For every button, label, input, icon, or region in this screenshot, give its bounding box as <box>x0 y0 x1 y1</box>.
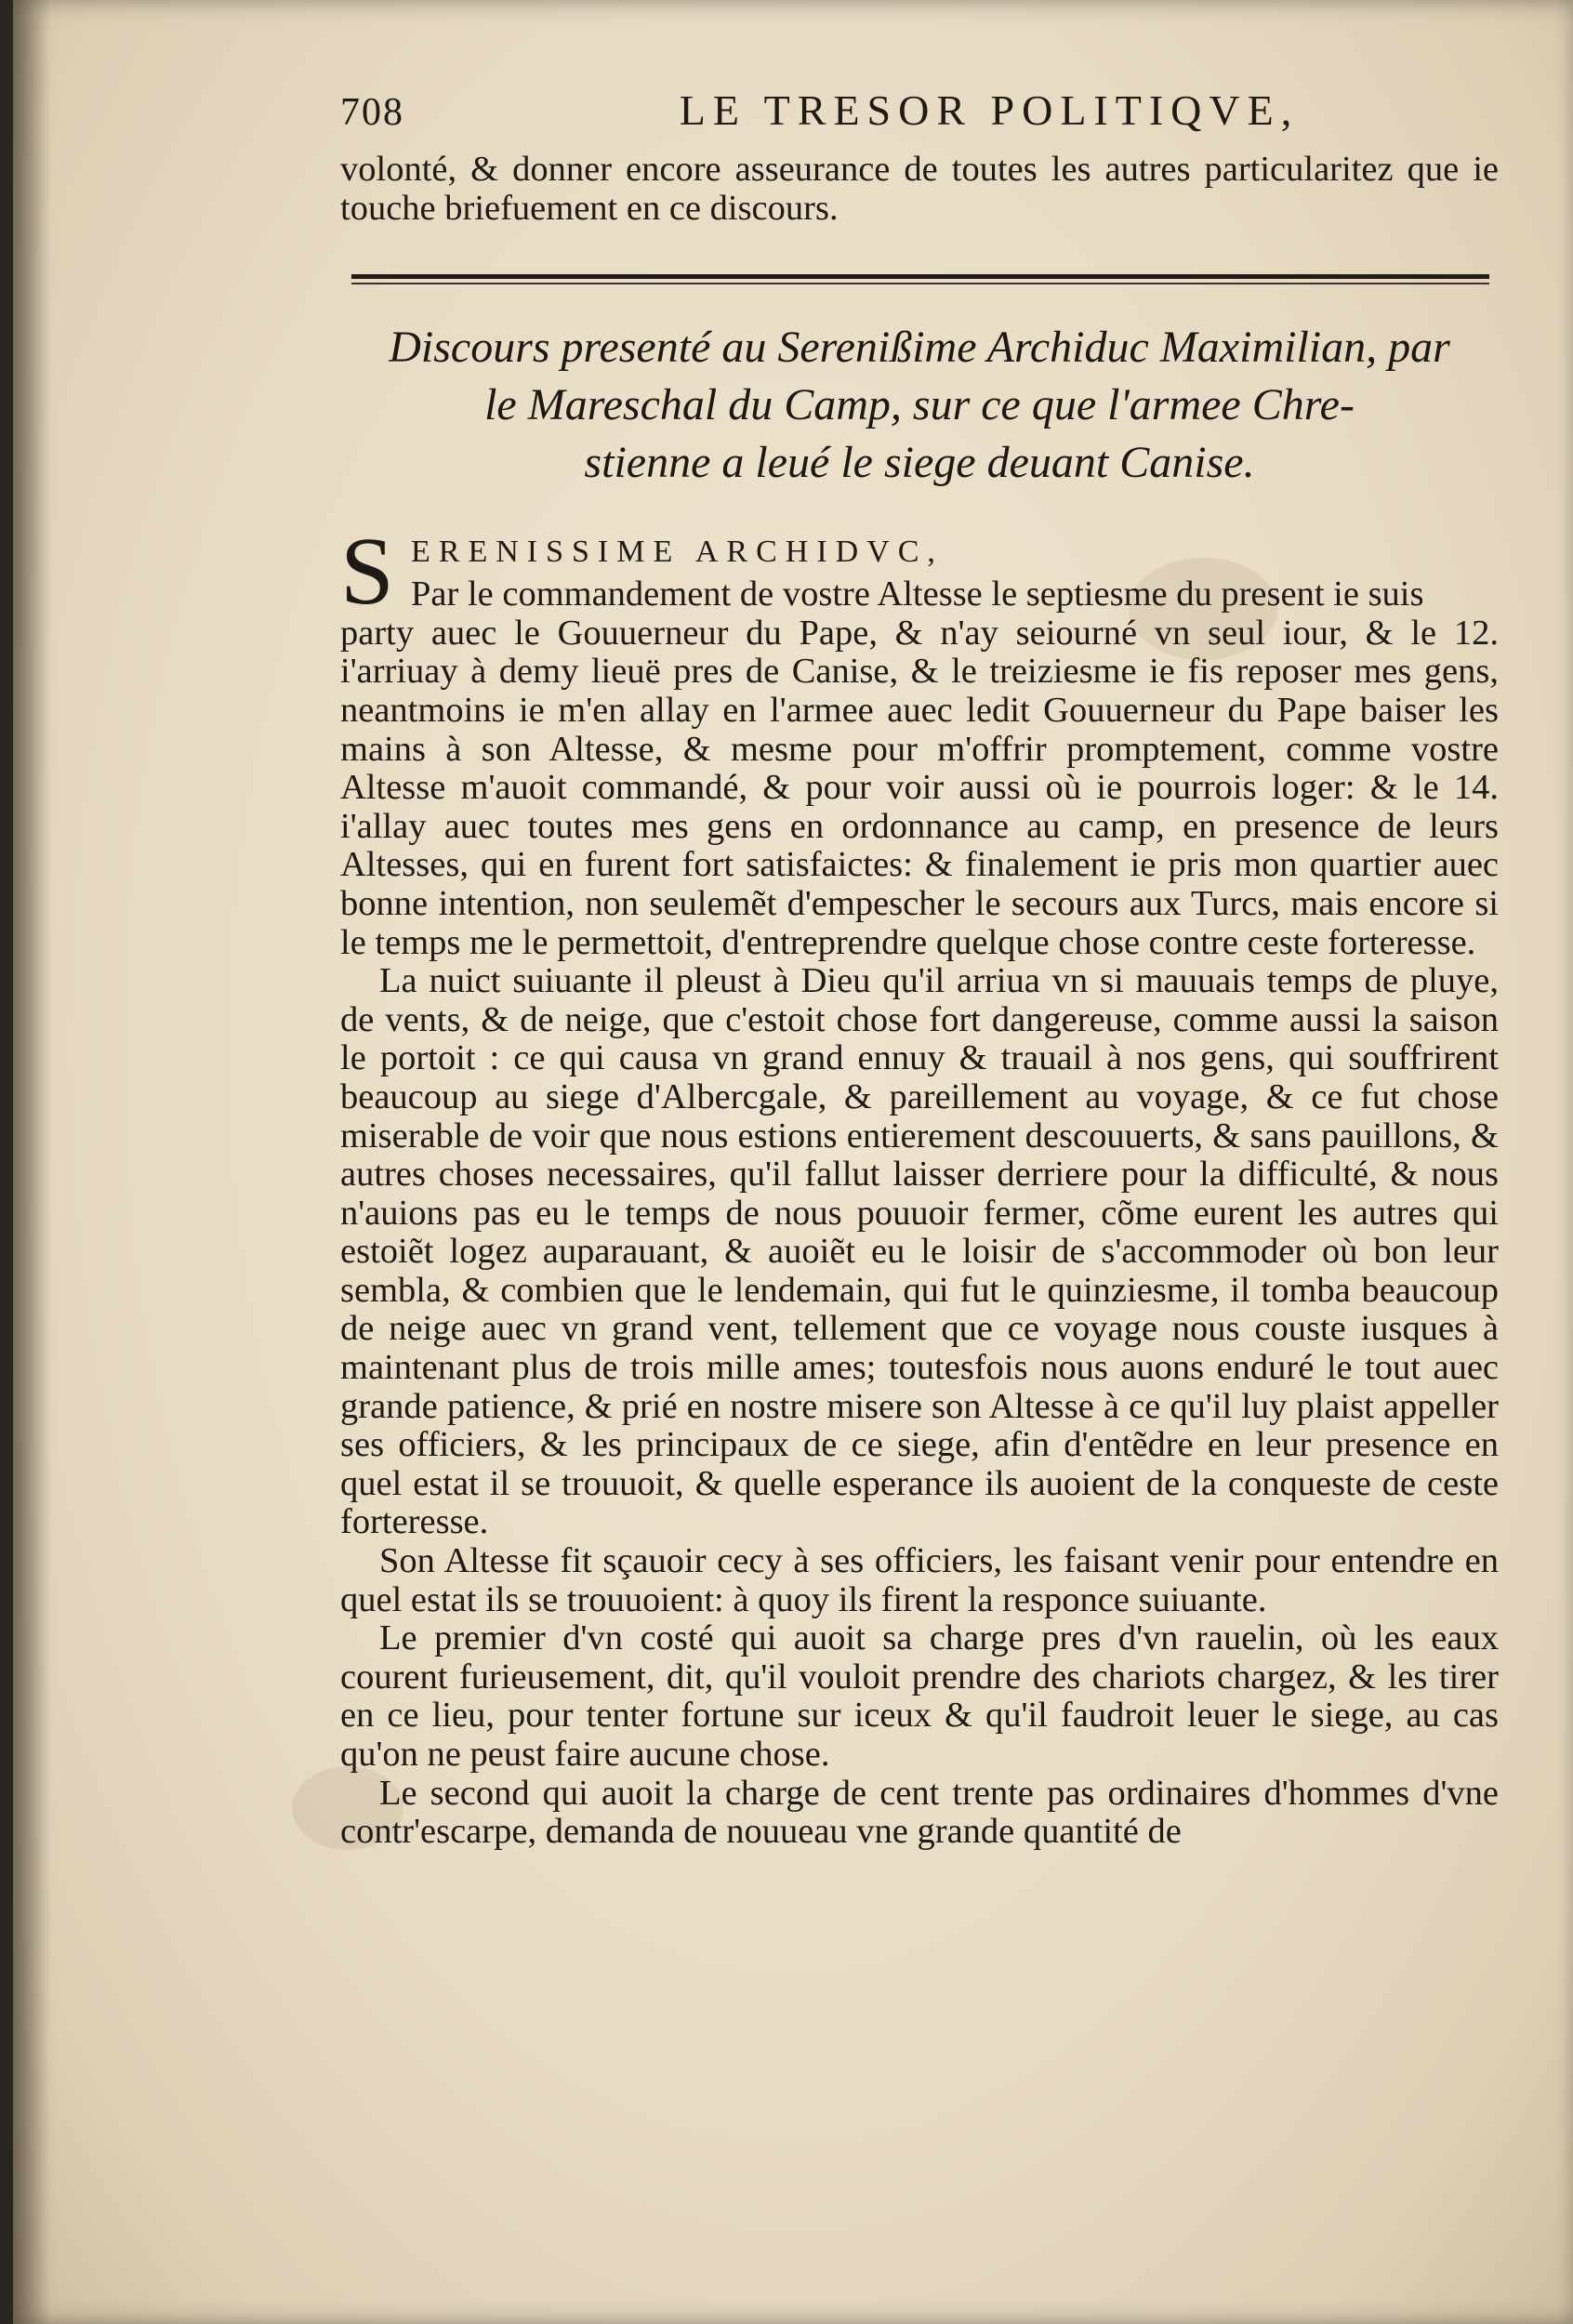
paragraph: La nuict suiuante il pleust à Dieu qu'il arriua vn si mauuais temps de pluye, de vents, & de neige, que c'estoit chose fort dangereuse, comme aussi la saison le portoit : ce qui causa vn grand ennuy & trauail à nos gens, qui souffrirent beaucoup au siege d'Albercgale, & pareillement au voyage, & ce fut chose miserable de voir que nous estions entierement descouuerts, & sans pauillons, & autres choses necessaires, qu'il fallut laisser derriere pour la difficulté, & nous n'auions pas eu le temps de nous pouuoir fermer, cõme eurent les autres qui estoiẽt logez auparauant, & auoiẽt eu le loisir de s'accommoder où bon leur sembla, & combien que le lendemain, qui fut le quinziesme, il tomba beaucoup de neige auec vn grand vent, tellement que ce voyage nous couste iusques à maintenant plus de trois mille ames; toutesfois nous auons enduré le tout auec grande patience, & prié en nostre misere son Altesse à ce qu'il luy plaist appeller ses officiers, & les principaux de ce siege, afin d'entẽdre en leur presence en quel estat il se trouuoit, & quelle esperance ils auoient de la conqueste de ceste forteresse. <box>340 961 1499 1542</box>
first-paragraph <box>340 575 1499 962</box>
paragraph: Le second qui auoit la charge de cent trente pas ordinaires d'hommes d'vne contr'escarpe, demanda de nouueau vne grande quantité de <box>340 1773 1499 1852</box>
body-paragraphs <box>340 962 1499 1852</box>
running-head-title: LE TRESOR POLITIQVE, <box>679 86 1300 134</box>
running-head <box>340 86 1499 151</box>
first-paragraph-rest: party auec le Gouuerneur du Pape, & n'ay seiourné vn seul iour, & le 12. i'arriuay à demy lieuë pres de Canise, & le treiziesme ie fis reposer mes gens, neantmoins ie m'en allay en l'armee auec ledit Gouuerneur du Pape baiser les mains à son Altesse, & mesme pour m'offrir promptement, comme vostre Altesse m'auoit commandé, & pour voir aussi où ie pourrois loger: & le 14. i'allay auec toutes mes gens en ordonnance au camp, en presence de leurs Altesses, qui en furent fort satisfaictes: & finalement ie pris mon quartier auec bonne intention, non seulemẽt d'empescher le secours aux Turcs, mais encore si le temps me le permettoit, d'entreprendre quelque chose contre ceste forteresse. <box>340 613 1499 962</box>
first-paragraph-first-line: Par le commandement de vostre Altesse le septiesme du present ie suis <box>411 574 1424 614</box>
paragraph: Le premier d'vn costé qui auoit sa charge pres d'vn rauelin, où les eaux courent furieusement, dit, qu'il vouloit prendre des chariots chargez, & les tirer en ce lieu, pour tenter fortune sur iceux & qu'il faudroit leuer le siege, au cas qu'on ne peust faire aucune chose. <box>340 1618 1499 1774</box>
section-title-line-3: stienne a leué le siege deuant Canise. <box>584 438 1255 488</box>
divider-thick-line <box>351 274 1489 279</box>
divider-thin-line <box>351 283 1489 284</box>
gutter-shadow <box>13 0 50 2324</box>
paragraph: Son Altesse fit sçauoir cecy à ses officiers, les faisant venir pour entendre en quel estat ils se trouuoient: à quoy ils firent la responce suiuante. <box>340 1541 1499 1619</box>
book-page <box>13 0 1573 2324</box>
page-content <box>340 86 1499 1852</box>
intro-paragraph: volonté, & donner encore asseurance de toutes les autres particularitez que ie touche briefuement en ce discours. <box>340 150 1499 228</box>
salutation-text: ERENISSIME ARCHIDVC, <box>411 535 944 570</box>
page-number: 708 <box>340 91 404 134</box>
drop-cap: S <box>340 518 394 626</box>
section-divider <box>340 269 1499 297</box>
section-title-line-2: le Mareschal du Camp, sur ce que l'armee Chre- <box>484 380 1355 430</box>
section-title <box>340 319 1499 492</box>
section-title-line-1: Discours presenté au Serenißime Archiduc Maximilian, par <box>389 323 1450 373</box>
intro-text <box>340 151 1499 228</box>
